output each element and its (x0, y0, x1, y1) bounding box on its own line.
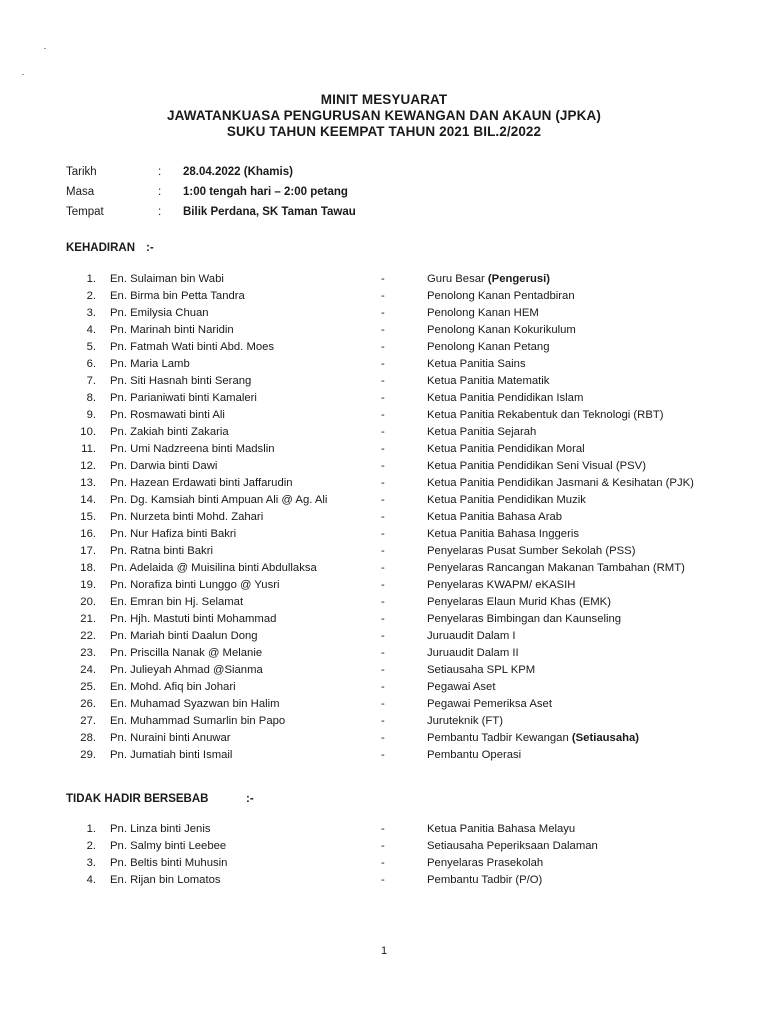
separator-dash: - (381, 409, 385, 421)
separator-dash: - (381, 460, 385, 472)
item-number: 6. (86, 358, 96, 370)
role-text: Juruteknik (FT) (427, 715, 503, 727)
member-role (427, 271, 550, 288)
item-number: 1. (86, 823, 96, 835)
separator-dash: - (381, 874, 385, 886)
role-text: Pembantu Tadbir Kewangan (427, 732, 569, 744)
item-number: 9. (86, 409, 96, 421)
absent-row (0, 855, 768, 872)
item-number: 28. (80, 732, 96, 744)
separator-dash: - (381, 630, 385, 642)
member-role (427, 594, 611, 611)
title-line-2: JAWATANKUASA PENGURUSAN KEWANGAN DAN AKAUN (JPKA) (167, 108, 601, 123)
member-name: Pn. Linza binti Jenis (110, 823, 211, 835)
member-name: Pn. Fatmah Wati binti Abd. Moes (110, 341, 275, 353)
member-name: En. Mohd. Afiq bin Johari (110, 681, 236, 693)
member-name: Pn. Hjh. Mastuti binti Mohammad (110, 613, 277, 625)
member-name: Pn. Dg. Kamsiah binti Ampuan Ali @ Ag. Ali (110, 494, 328, 506)
separator-dash: - (381, 613, 385, 625)
page-number: 1 (380, 945, 388, 957)
member-role (427, 475, 694, 492)
attendance-row (0, 730, 768, 747)
role-text: Ketua Panitia Bahasa Inggeris (427, 528, 579, 540)
attendance-row (0, 441, 768, 458)
attendance-row (0, 475, 768, 492)
separator-dash: - (381, 647, 385, 659)
separator-dash: - (381, 596, 385, 608)
separator-dash: - (381, 579, 385, 591)
role-text: Pembantu Operasi (427, 749, 522, 761)
item-number: 19. (80, 579, 96, 591)
attendance-row (0, 305, 768, 322)
member-role (427, 662, 535, 679)
item-number: 27. (80, 715, 96, 727)
member-role (427, 322, 576, 339)
role-text: Guru Besar (427, 273, 485, 285)
absent-row (0, 872, 768, 889)
member-name: Pn. Mariah binti Daalun Dong (110, 630, 258, 642)
item-number: 3. (86, 307, 96, 319)
member-role (427, 424, 536, 441)
item-number: 25. (80, 681, 96, 693)
item-number: 21. (80, 613, 96, 625)
role-text: Penyelaras Pusat Sumber Sekolah (PSS) (427, 545, 636, 557)
attendance-row (0, 645, 768, 662)
role-text: Ketua Panitia Rekabentuk dan Teknologi (RBT) (427, 409, 664, 421)
separator-dash: - (381, 715, 385, 727)
separator-dash: - (381, 749, 385, 761)
member-role (427, 441, 585, 458)
item-number: 11. (81, 443, 96, 455)
member-role (427, 838, 598, 855)
attendance-row (0, 628, 768, 645)
document-title (0, 92, 768, 140)
member-name: Pn. Julieyah Ahmad @Sianma (110, 664, 263, 676)
attendance-heading: KEHADIRAN (66, 242, 135, 254)
role-text: Ketua Panitia Pendidikan Seni Visual (PSV) (427, 460, 646, 472)
member-name: Pn. Parianiwati binti Kamaleri (110, 392, 257, 404)
attendance-row (0, 492, 768, 509)
item-number: 3. (86, 857, 96, 869)
separator-dash: - (381, 732, 385, 744)
role-text: Ketua Panitia Sains (427, 358, 526, 370)
attendance-row (0, 662, 768, 679)
attendance-row (0, 322, 768, 339)
item-number: 29. (80, 749, 96, 761)
item-number: 8. (86, 392, 96, 404)
member-name: Pn. Beltis binti Muhusin (110, 857, 228, 869)
separator-dash: - (381, 511, 385, 523)
meta-colon: : (158, 166, 162, 178)
attendance-row (0, 424, 768, 441)
attendance-row (0, 509, 768, 526)
item-number: 18. (80, 562, 96, 574)
attendance-row (0, 696, 768, 713)
separator-dash: - (381, 664, 385, 676)
separator-dash: - (381, 477, 385, 489)
member-role (427, 679, 495, 696)
scan-speck (44, 48, 46, 49)
item-number: 22. (80, 630, 96, 642)
separator-dash: - (381, 840, 385, 852)
member-role (427, 458, 646, 475)
meta-value: Bilik Perdana, SK Taman Tawau (183, 206, 356, 218)
member-name: Pn. Nur Hafiza binti Bakri (110, 528, 237, 540)
separator-dash: - (381, 681, 385, 693)
role-text: Ketua Panitia Pendidikan Jasmani & Kesihatan (PJK) (427, 477, 694, 489)
attendance-row (0, 594, 768, 611)
member-name: En. Muhamad Syazwan bin Halim (110, 698, 280, 710)
member-role (427, 492, 586, 509)
attendance-list (0, 271, 768, 764)
item-number: 17. (80, 545, 96, 557)
role-text: Ketua Panitia Bahasa Melayu (427, 823, 576, 835)
role-text: Penyelaras Bimbingan dan Kaunseling (427, 613, 622, 625)
member-name: Pn. Jumatiah binti Ismail (110, 749, 233, 761)
role-text: Setiausaha Peperiksaan Dalaman (427, 840, 598, 852)
member-name: En. Muhammad Sumarlin bin Papo (110, 715, 286, 727)
absent-list (0, 821, 768, 889)
item-number: 20. (80, 596, 96, 608)
member-name: Pn. Marinah binti Naridin (110, 324, 234, 336)
attendance-row (0, 560, 768, 577)
member-name: En. Birma bin Petta Tandra (110, 290, 245, 302)
attendance-row (0, 458, 768, 475)
attendance-row (0, 747, 768, 764)
member-role (427, 713, 503, 730)
member-role (427, 611, 621, 628)
separator-dash: - (381, 823, 385, 835)
role-text: Ketua Panitia Pendidikan Muzik (427, 494, 586, 506)
attendance-row (0, 577, 768, 594)
role-text: Ketua Panitia Bahasa Arab (427, 511, 563, 523)
role-text: Penyelaras Prasekolah (427, 857, 544, 869)
role-text: Penolong Kanan HEM (427, 307, 539, 319)
member-role (427, 543, 635, 560)
separator-dash: - (381, 324, 385, 336)
separator-dash: - (381, 392, 385, 404)
meta-value: 28.04.2022 (Khamis) (183, 166, 293, 178)
member-role (427, 872, 542, 889)
title-line-3: SUKU TAHUN KEEMPAT TAHUN 2021 BIL.2/2022 (226, 124, 542, 139)
separator-dash: - (381, 494, 385, 506)
member-name: En. Rijan bin Lomatos (110, 874, 221, 886)
member-name: Pn. Priscilla Nanak @ Melanie (110, 647, 263, 659)
item-number: 12. (80, 460, 96, 472)
role-text: Penolong Kanan Kokurikulum (427, 324, 576, 336)
attendance-row (0, 373, 768, 390)
item-number: 16. (80, 528, 96, 540)
role-text: Penolong Kanan Petang (427, 341, 550, 353)
absent-heading-colon: :- (246, 793, 254, 805)
member-name: Pn. Zakiah binti Zakaria (110, 426, 229, 438)
title-line-1: MINIT MESYUARAT (320, 92, 448, 107)
item-number: 4. (86, 324, 96, 336)
meta-colon: : (158, 186, 162, 198)
separator-dash: - (381, 375, 385, 387)
member-role (427, 821, 575, 838)
role-designation: (Setiausaha) (571, 732, 640, 744)
member-role (427, 747, 521, 764)
meta-label: Tarikh (66, 166, 97, 178)
attendance-row (0, 390, 768, 407)
attendance-row (0, 713, 768, 730)
meta-colon: : (158, 206, 162, 218)
role-text: Penyelaras KWAPM/ eKASIH (427, 579, 576, 591)
item-number: 13. (80, 477, 96, 489)
member-role (427, 855, 543, 872)
separator-dash: - (381, 443, 385, 455)
separator-dash: - (381, 341, 385, 353)
role-text: Ketua Panitia Pendidikan Islam (427, 392, 584, 404)
attendance-row (0, 271, 768, 288)
item-number: 15. (80, 511, 96, 523)
member-name: Pn. Hazean Erdawati binti Jaffarudin (110, 477, 293, 489)
member-name: Pn. Siti Hasnah binti Serang (110, 375, 252, 387)
attendance-row (0, 356, 768, 373)
member-name: Pn. Nurzeta binti Mohd. Zahari (110, 511, 264, 523)
member-role (427, 407, 664, 424)
role-text: Juruaudit Dalam I (427, 630, 516, 642)
attendance-row (0, 543, 768, 560)
member-name: Pn. Rosmawati binti Ali (110, 409, 225, 421)
role-text: Pegawai Pemeriksa Aset (427, 698, 552, 710)
separator-dash: - (381, 562, 385, 574)
item-number: 23. (80, 647, 96, 659)
item-number: 10. (80, 426, 96, 438)
attendance-row (0, 611, 768, 628)
separator-dash: - (381, 307, 385, 319)
meta-label: Tempat (66, 206, 104, 218)
scan-speck (22, 74, 24, 75)
member-role (427, 339, 550, 356)
separator-dash: - (381, 698, 385, 710)
absent-row (0, 821, 768, 838)
member-name: Pn. Norafiza binti Lunggo @ Yusri (110, 579, 280, 591)
member-name: Pn. Nuraini binti Anuwar (110, 732, 231, 744)
item-number: 2. (86, 290, 96, 302)
member-role (427, 577, 575, 594)
role-text: Juruaudit Dalam II (427, 647, 519, 659)
role-text: Ketua Panitia Sejarah (427, 426, 537, 438)
member-role (427, 645, 519, 662)
member-name: Pn. Emilysia Chuan (110, 307, 209, 319)
item-number: 1. (86, 273, 96, 285)
item-number: 4. (86, 874, 96, 886)
separator-dash: - (381, 426, 385, 438)
item-number: 2. (86, 840, 96, 852)
member-role (427, 526, 579, 543)
item-number: 7. (86, 375, 96, 387)
member-name: Pn. Salmy binti Leebee (110, 840, 227, 852)
attendance-row (0, 407, 768, 424)
member-role (427, 628, 516, 645)
member-name: Pn. Darwia binti Dawi (110, 460, 218, 472)
member-role (427, 373, 549, 390)
role-text: Pegawai Aset (427, 681, 496, 693)
item-number: 26. (80, 698, 96, 710)
attendance-row (0, 339, 768, 356)
member-role (427, 390, 583, 407)
role-text: Ketua Panitia Matematik (427, 375, 550, 387)
member-name: Pn. Ratna binti Bakri (110, 545, 213, 557)
role-text: Ketua Panitia Pendidikan Moral (427, 443, 585, 455)
role-text: Penolong Kanan Pentadbiran (427, 290, 575, 302)
role-text: Pembantu Tadbir (P/O) (427, 874, 543, 886)
member-name: Pn. Adelaida @ Muisilina binti Abdullaksa (110, 562, 317, 574)
member-role (427, 696, 552, 713)
item-number: 5. (86, 341, 96, 353)
member-role (427, 730, 639, 747)
member-name: En. Sulaiman bin Wabi (110, 273, 224, 285)
member-role (427, 509, 562, 526)
member-name: En. Emran bin Hj. Selamat (110, 596, 244, 608)
attendance-row (0, 288, 768, 305)
role-text: Setiausaha SPL KPM (427, 664, 536, 676)
attendance-row (0, 679, 768, 696)
member-role (427, 288, 575, 305)
member-name: Pn. Umi Nadzreena binti Madslin (110, 443, 275, 455)
item-number: 14. (80, 494, 96, 506)
absent-row (0, 838, 768, 855)
attendance-row (0, 526, 768, 543)
separator-dash: - (381, 857, 385, 869)
meta-value: 1:00 tengah hari – 2:00 petang (183, 186, 348, 198)
member-role (427, 560, 685, 577)
meta-label: Masa (66, 186, 95, 198)
separator-dash: - (381, 290, 385, 302)
member-name: Pn. Maria Lamb (110, 358, 190, 370)
separator-dash: - (381, 358, 385, 370)
separator-dash: - (381, 273, 385, 285)
role-text: Penyelaras Elaun Murid Khas (EMK) (427, 596, 611, 608)
attendance-heading-colon: :- (146, 242, 154, 254)
role-text: Penyelaras Rancangan Makanan Tambahan (RMT) (427, 562, 685, 574)
separator-dash: - (381, 528, 385, 540)
separator-dash: - (381, 545, 385, 557)
member-role (427, 305, 539, 322)
absent-heading: TIDAK HADIR BERSEBAB (66, 793, 209, 805)
role-designation: (Pengerusi) (487, 273, 551, 285)
member-role (427, 356, 526, 373)
item-number: 24. (80, 664, 96, 676)
